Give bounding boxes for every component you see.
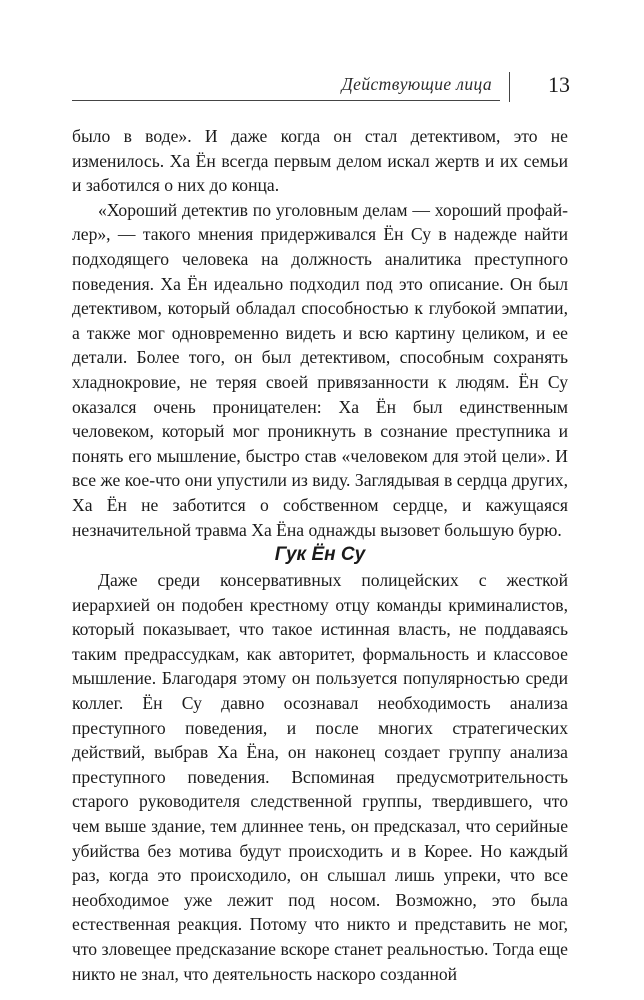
paragraph: Даже среди консервативных полицейских с жесткой иерархией он подобен крестному отцу команды криминалистов, который показывает, что такое истинная власть, не поддаваясь таким предрассудкам, как авторитет, формальность и классовое мышление. Благодаря этому он пользуется популярностью среди коллег. Ён Су давно осознавал необходимость анализа преступного поведения, и после многих стратегических действий, выбрав Ха Ёна, он наконец создает группу анализа преступного поведения. Вспоминая предусмотрительность старого руководителя следственной группы, твердившего, что чем выше здание, тем длиннее тень, он предсказал, что серийные убийства без мотива будут происходить и в Корее. Но каждый раз, когда это происходило, он слышал лишь упреки, что все необходимое уже лежит под носом. Возможно, это была естественная реакция. Потому что никто и представить не мог, что зловещее предсказание вскоре станет реальностью. Тогда еще никто не знал, что деятельность наскоро созданной [72, 570, 568, 984]
paragraph-continuation: было в воде». И даже когда он стал детективом, это не изменилось. Ха Ён всегда первым делом искал жертв и их семьи и заботился о них до конца. [72, 126, 568, 196]
running-head-title: Действующие лица [341, 74, 492, 94]
paragraph: «Хороший детектив по уголовным делам — хороший профайлер», — такого мнения придерживался Ён Су в надежде найти подходящего человека на должность аналитика преступного поведения. Ха Ён идеально подходил под это описание. Он был детективом, который обладал способностью к глубокой эмпатии, а также мог одновременно видеть и всю картину целиком, и ее детали. Более того, он был детективом, способным сохранять хладнокровие, не теряя своей привязанности к людям. Ён Су оказался очень проницателен: Ха Ён был единственным человеком, который мог проникнуть в сознание преступника и понять его мышление, быстро став «человеком для этой цели». И все же кое-что они упустили из виду. Заглядывая в сердца других, Ха Ён не заботится о собственном сердце, и кажущаяся незначительной травма Ха Ёна однажды вызовет большую бурю. [72, 199, 568, 540]
header-divider [509, 72, 510, 102]
running-head [72, 72, 572, 104]
section-heading: Гук Ён Су [274, 544, 366, 566]
main-text [72, 124, 568, 986]
header-rule [72, 100, 500, 101]
page-number: 13 [548, 72, 570, 97]
